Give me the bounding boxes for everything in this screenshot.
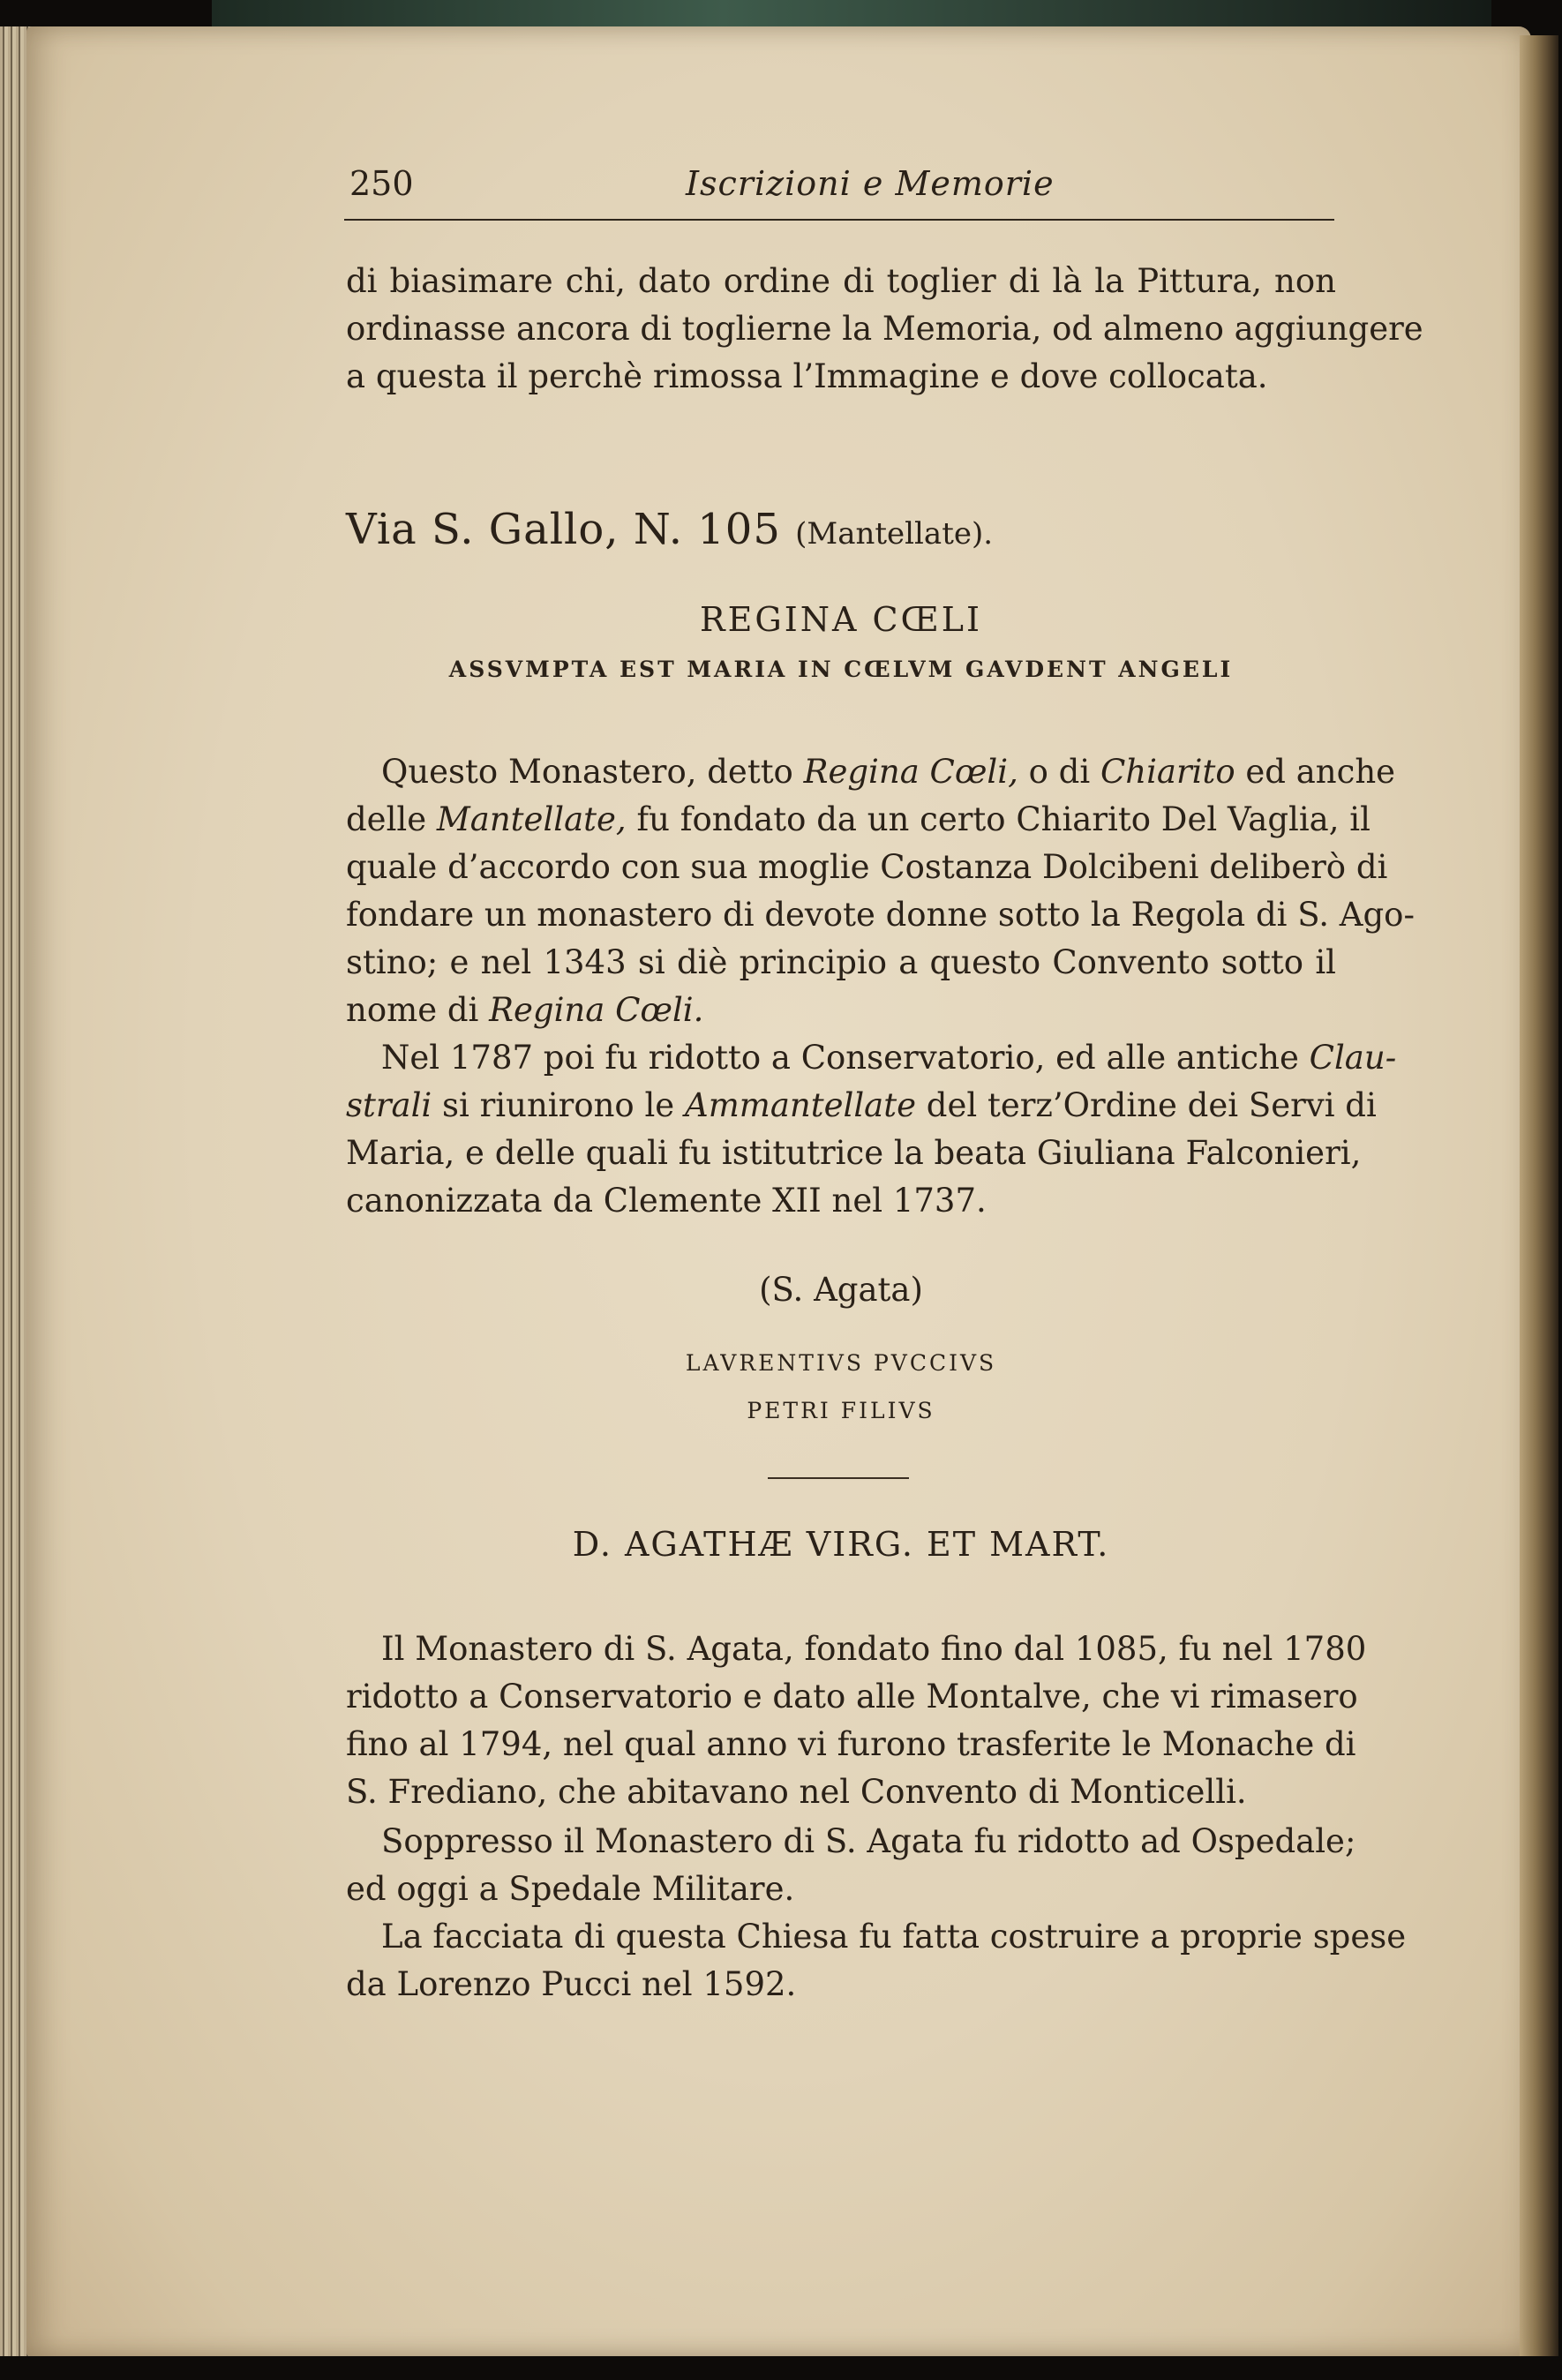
running-head: Iscrizioni e Memorie <box>686 164 1055 203</box>
text-run: o di <box>1018 753 1100 791</box>
paragraph-monastero <box>346 748 1415 1034</box>
text-line: La facciata di questa Chiesa fu fatta costruire a proprie spese <box>381 1918 1407 1956</box>
paragraph-facciata <box>346 1913 1407 2008</box>
text-line <box>346 1082 1377 1130</box>
header-rule <box>344 219 1334 221</box>
text-run: fu fondato da un certo Chiarito Del Vaglia, il <box>626 800 1371 838</box>
text-run: ed anche <box>1235 753 1396 791</box>
text-run: nome di <box>346 991 490 1029</box>
text-run: delle <box>346 800 437 838</box>
text-run: si riunirono le <box>432 1086 685 1124</box>
inscription-line: PETRI FILIVS <box>747 1398 935 1423</box>
text-line: ordinasse ancora di toglierne la Memoria, od almeno aggiungere <box>346 310 1423 348</box>
page-number: 250 <box>349 164 414 203</box>
text-line: S. Frediano, che abitavano nel Convento di Monticelli. <box>346 1773 1247 1811</box>
text-line: ed oggi a Spedale Militare. <box>346 1870 795 1908</box>
text-line: stino; e nel 1343 si diè principio a questo Convento sotto il <box>346 943 1336 981</box>
inscription-line: ASSVMPTA EST MARIA IN CŒLVM GAVDENT ANGELI <box>448 657 1234 682</box>
text-run: del terz’Ordine dei Servi di <box>916 1086 1377 1124</box>
text-line <box>346 987 1336 1034</box>
background-strip <box>212 0 1491 30</box>
page-gutter <box>1520 35 1558 2356</box>
text-line: da Lorenzo Pucci nel 1592. <box>346 1965 797 2003</box>
text-run-italic: strali <box>346 1086 432 1124</box>
text-line: ridotto a Conservatorio e dato alle Montalve, che vi rimasero <box>346 1678 1358 1716</box>
paragraph-conservatorio <box>346 1034 1397 1225</box>
text-line: a questa il perchè rimossa l’Immagine e dove collocata. <box>346 357 1268 395</box>
text-line: fondare un monastero di devote donne sotto la Regola di S. Ago- <box>346 896 1415 934</box>
text-line: Il Monastero di S. Agata, fondato fino dal 1085, fu nel 1780 <box>381 1630 1367 1668</box>
text-run-italic: Mantellate, <box>436 800 627 838</box>
inscription-label: (S. Agata) <box>759 1271 923 1309</box>
page-header <box>346 164 1334 203</box>
text-line <box>346 748 1396 796</box>
text-line: fino al 1794, nel qual anno vi furono trasferite le Monache di <box>346 1725 1356 1763</box>
text-run-italic: Ammantellate <box>684 1086 917 1124</box>
divider-rule <box>768 1477 909 1479</box>
inscription-title: REGINA CŒLI <box>699 600 983 639</box>
section-subtitle: (Mantellate). <box>795 516 994 552</box>
text-run: Questo Monastero, detto <box>381 753 804 791</box>
text-run-italic: Chiarito <box>1100 753 1235 791</box>
inscription-dedication: D. AGATHÆ VIRG. ET MART. <box>572 1525 1110 1564</box>
section-title <box>346 505 993 554</box>
text-run: Nel 1787 poi fu ridotto a Conservatorio, ed alle antiche <box>381 1039 1310 1077</box>
section-title-text: Via S. Gallo, N. 105 <box>346 505 781 554</box>
text-line: Maria, e delle quali fu istitutrice la beata Giuliana Falconieri, <box>346 1134 1362 1172</box>
text-run-italic: Clau- <box>1309 1039 1397 1077</box>
paragraph-agata <box>346 1625 1367 1816</box>
intro-paragraph <box>346 258 1423 401</box>
inscription-line: LAVRENTIVS PVCCIVS <box>685 1350 997 1376</box>
text-line <box>346 796 1371 844</box>
text-line: quale d’accordo con sua moglie Costanza Dolcibeni deliberò di <box>346 848 1388 886</box>
text-line: di biasimare chi, dato ordine di toglier di là la Pittura, non <box>346 262 1336 300</box>
paragraph-soppresso <box>346 1818 1356 1913</box>
text-line <box>346 1034 1397 1082</box>
text-run-italic: Regina Cœli. <box>489 991 704 1029</box>
text-run-italic: Regina Cœli, <box>803 753 1018 791</box>
text-line: canonizzata da Clemente XII nel 1737. <box>346 1182 987 1220</box>
text-line: Soppresso il Monastero di S. Agata fu ridotto ad Ospedale; <box>381 1822 1356 1860</box>
